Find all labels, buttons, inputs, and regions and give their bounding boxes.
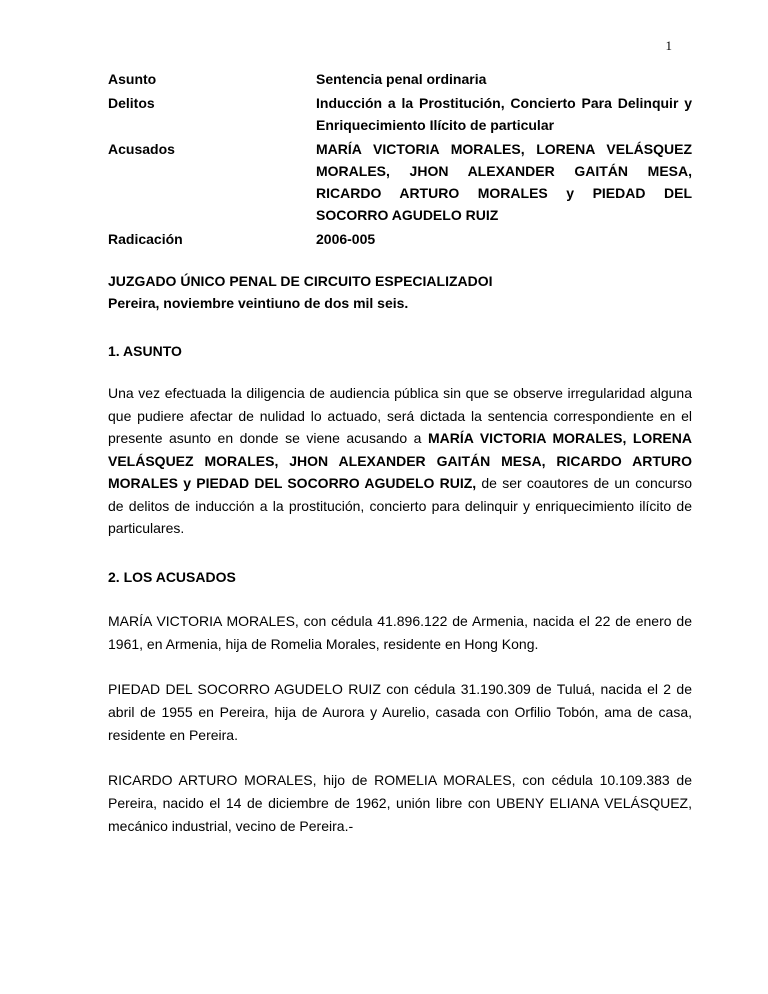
meta-label-radicacion: Radicación	[108, 231, 183, 247]
meta-value-asunto: Sentencia penal ordinaria	[316, 71, 487, 87]
asunto-text-before: Una vez efectuada la diligencia de audiencia pública sin que se observe irregularidad alguna que pudiere afectar de nulidad lo actuado, será dictada la sentencia correspondiente en el presente asunto en donde se viene acusando a	[108, 385, 692, 446]
asunto-text-after: de ser coautores de un concurso de delitos de inducción a la prostitución, concierto para delinquir y enriquecimiento ilícito de particulares.	[108, 475, 692, 536]
page-number: 1	[665, 38, 672, 53]
meta-value-radicacion: 2006-005	[316, 231, 376, 247]
meta-value-delitos: Inducción a la Prostitución, Concierto Para Delinquir y Enriquecimiento Ilícito de particular	[316, 95, 692, 133]
meta-row-asunto	[108, 68, 692, 90]
accused-entry: RICARDO ARTURO MORALES, hijo de ROMELIA MORALES, con cédula 10.109.383 de Pereira, nacido el 14 de diciembre de 1962, unión libre con UBENY ELIANA VELÁSQUEZ, mecánico industrial, vecino de Pereira.-	[108, 771, 692, 834]
meta-row-radicacion	[108, 228, 692, 250]
accused-entry: MARÍA VICTORIA MORALES, con cédula 41.896.122 de Armenia, nacida el 22 de enero de 1961, en Armenia, hija de Romelia Morales, residente en Hong Kong.	[108, 612, 692, 652]
meta-label-delitos: Delitos	[108, 95, 155, 111]
document-date: Pereira, noviembre veintiuno de dos mil seis.	[108, 295, 409, 311]
section-heading-acusados: 2. LOS ACUSADOS	[108, 568, 236, 585]
section-asunto-paragraph	[108, 382, 692, 540]
meta-value-acusados: MARÍA VICTORIA MORALES, LORENA VELÁSQUEZ MORALES, JHON ALEXANDER GAITÁN MESA, RICARDO ARTURO MORALES y PIEDAD DEL SOCORRO AGUDELO RUIZ	[316, 141, 692, 223]
meta-row-delitos	[108, 92, 692, 136]
document-body	[108, 68, 692, 838]
meta-label-asunto: Asunto	[108, 71, 157, 87]
asunto-accused-names: MARÍA VICTORIA MORALES, LORENA VELÁSQUEZ MORALES, JHON ALEXANDER GAITÁN MESA, RICARDO ARTURO MORALES y PIEDAD DEL SOCORRO AGUDELO RUIZ,	[108, 430, 692, 491]
accused-entry: PIEDAD DEL SOCORRO AGUDELO RUIZ con cédula 31.190.309 de Tuluá, nacida el 2 de abril de 1955 en Pereira, hija de Aurora y Aurelio, casada con Orfilio Tobón, ama de casa, residente en Pereira.	[108, 680, 692, 743]
meta-label-acusados: Acusados	[108, 141, 175, 157]
court-name: JUZGADO ÚNICO PENAL DE CIRCUITO ESPECIALIZADOI	[108, 273, 493, 289]
meta-row-acusados	[108, 138, 692, 226]
section-heading-asunto: 1. ASUNTO	[108, 343, 182, 359]
